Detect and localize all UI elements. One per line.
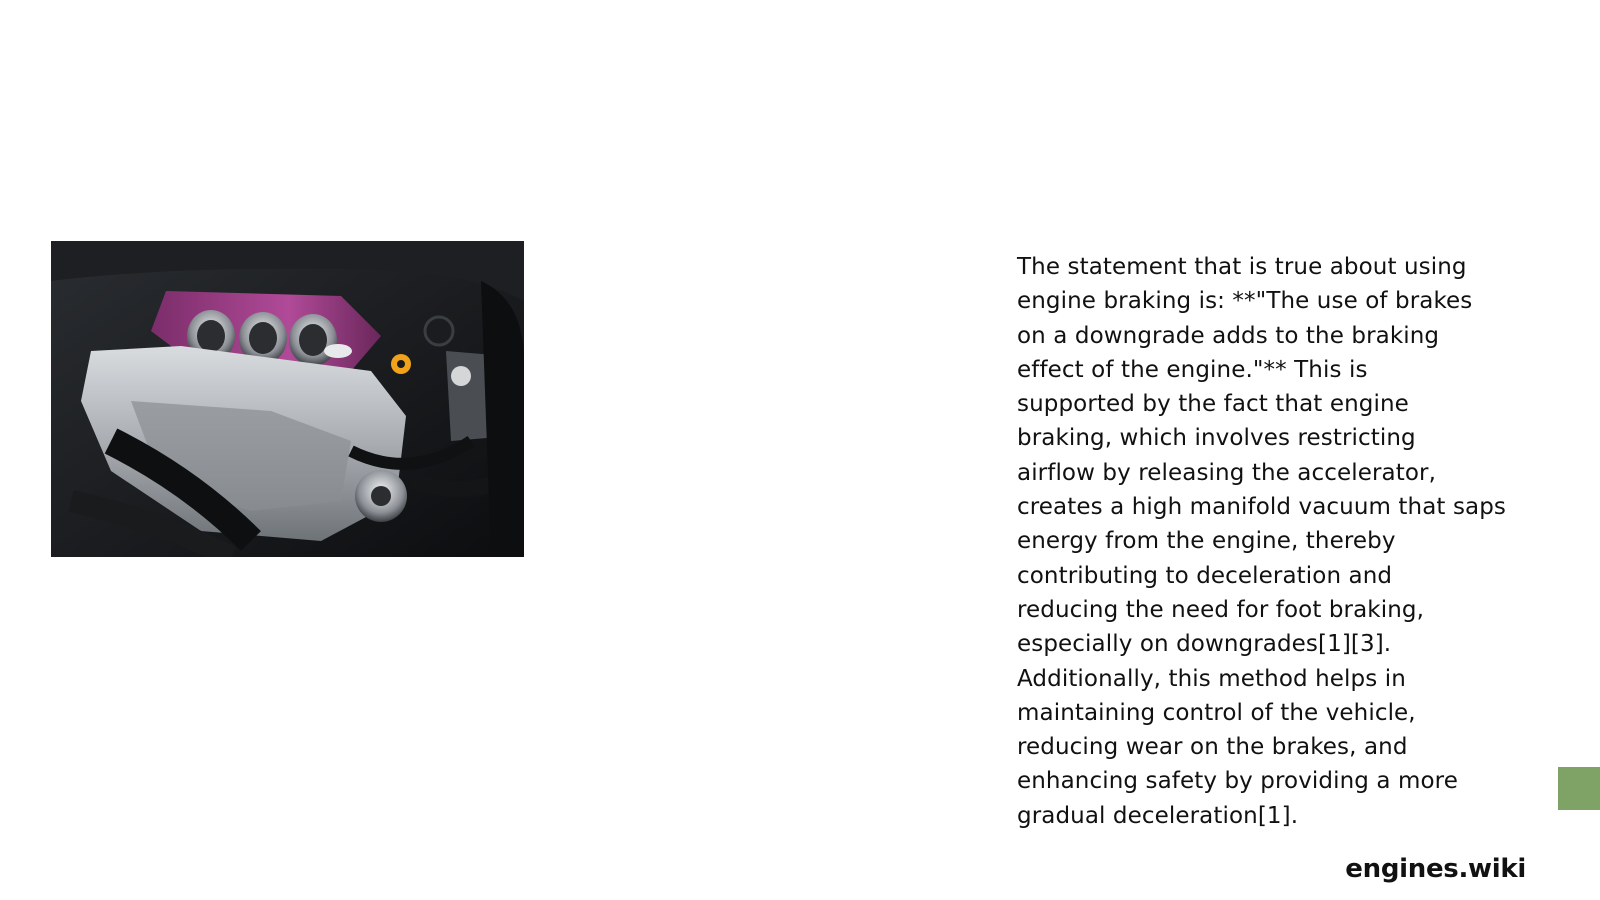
brand-logo: engines.wiki <box>1345 854 1526 884</box>
body-text: The statement that is true about using engine braking is: **"The use of brakes on a downgrade adds to the braking effect of the engine."** This is supported by the fact that engine braking, which involves restricting airflow by releasing the accelerator, creates a high manifold vacuum that saps energy from the engine, thereby contributing to deceleration and reducing the need for foot braking, especially on downgrades[1][3]. Additionally, this method helps in maintaining control of the vehicle, reducing wear on the brakes, and enhancing safety by providing a more gradual deceleration[1]. <box>1017 254 1506 829</box>
engine-bay-photo <box>51 241 524 557</box>
accent-tab <box>1558 767 1600 810</box>
